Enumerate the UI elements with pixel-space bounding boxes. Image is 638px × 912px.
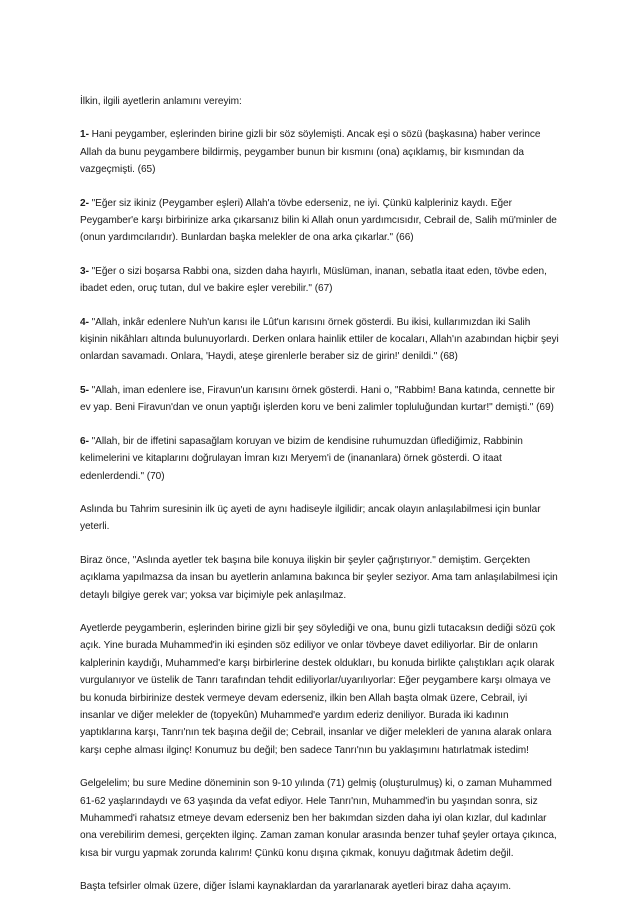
verse-text: "Allah, bir de iffetini sapasağlam koruyan ve bizim de kendisine ruhumuzdan üflediğimiz, Rabbinin kelimelerini ve kitaplarını doğrulayan İmran kızı Meryem'i de (inananlara) örnek gösterdi. O itaat edenlerdendi." (70): [80, 435, 523, 482]
verse-70: [80, 433, 560, 485]
verse-number: 5-: [80, 384, 89, 396]
verse-number: 2-: [80, 197, 89, 209]
verse-69: [80, 382, 560, 417]
document-page: [80, 93, 560, 912]
verse-text: "Allah, inkâr edenlere Nuh'un karısı ile Lût'un karısını örnek gösterdi. Bu ikisi, kullarımızdan iki Salih kişinin nikâhları altında bulunuyorlardı. Derken onlara hainlik ettiler de kocaları, Allah'ın azabından hiçbir şeyi onlardan savamadı. Onlara, 'Haydi, ateşe girenlerle beraber siz de girin!' denildi." (68): [80, 316, 559, 363]
body-paragraph: Biraz önce, "Aslında ayetler tek başına bile konuya ilişkin bir şeyler çağrıştırıyor." demiştim. Gerçekten açıklama yapılmazsa da insan bu ayetlerin anlamına bakınca bir şeyler seziyor. Ama tam anlaşılabilmesi için detaylı bilgiye gerek var; yoksa var biçimiyle pek anlaşılmaz.: [80, 554, 558, 601]
verse-number: 3-: [80, 265, 89, 277]
body-paragraph: Başta tefsirler olmak üzere, diğer İslami kaynaklardan da yararlanarak ayetleri biraz daha açayım.: [80, 881, 512, 893]
intro-paragraph: İlkin, ilgili ayetlerin anlamını vereyim:: [80, 96, 242, 107]
verse-67: [80, 263, 560, 298]
verse-68: [80, 314, 560, 366]
verse-number: 1-: [80, 129, 89, 141]
verse-text: "Allah, iman edenlere ise, Firavun'un karısını örnek gösterdi. Hani o, "Rabbim! Bana katında, cennette bir ev yap. Beni Firavun'dan ve onun yaptığı işlerden koru ve beni zalimler topluluğundan kurtar!" demişti." (69): [80, 384, 555, 414]
verse-66: [80, 195, 560, 247]
body-paragraph: Gelgelelim; bu sure Medine döneminin son 9-10 yılında (71) gelmiş (oluşturulmuş) ki, o zaman Muhammed 61-62 yaşlarındaydı ve 63 yaşında da vefat ediyor. Hele Tanrı'nın, Muhammed'in bu yaşından sonra, siz Muhammed'i rahatsız etmeye devam ederseniz ben her bakımdan sizden daha iyi olan kızlar, dul kadınlar ona verebilirim demesi, gerçekten ilginç. Zaman zaman konular arasında benzer tuhaf şeyler ortaya çıkınca, kısa bir vurgu yapmak zorunda kalırım! Çünkü konu dışına çıkmak, konuyu dağıtmak âdetim değil.: [80, 778, 557, 859]
verse-text: "Eğer o sizi boşarsa Rabbi ona, sizden daha hayırlı, Müslüman, inanan, sebatla itaat eden, tövbe eden, ibadet eden, oruç tutan, dul ve bakire eşler verebilir." (67): [80, 265, 547, 295]
verse-number: 4-: [80, 316, 89, 328]
body-paragraph: Ayetlerde peygamberin, eşlerinden birine gizli bir şey söylediği ve ona, bunu gizli tutacaksın dediği sözü çok açık. Yine burada Muhammed'in iki eşinden söz ediliyor ve onlar tövbeye davet ediliyorlar. Bir de onların kalplerinin kaydığı, Muhammed'e karşı birbirlerine destek oldukları, bu konuda birlikte çalıştıkları açık olarak vurgulanıyor ve üstelik de Tanrı tarafından tehdit ediliyorlar/uyarılıyorlar: Eğer peygambere karşı olmaya ve bu konuda birbirinize destek vermeye devam ederseniz, ilkin ben Allah başta olmak üzere, Cebrail, iyi insanlar ve diğer melekler de (topyekûn) Muhammed'e yardım ederiz deniliyor. Burada iki kadının yaptıklarına karşı, Tanrı'nın tek başına değil de; Cebrail, insanlar ve diğer melekleri de yanına alarak onlara karşı cephe alması ilginç! Konumuz bu değil; ben sadece Tanrı'nın bu yaklaşımını hatırlatmak istedim!: [80, 622, 556, 756]
body-paragraph: Aslında bu Tahrim suresinin ilk üç ayeti de aynı hadiseyle ilgilidir; ancak olayın anlaşılabilmesi için bunlar yeterli.: [80, 503, 541, 533]
verse-text: "Eğer siz ikiniz (Peygamber eşleri) Allah'a tövbe ederseniz, ne iyi. Çünkü kalpleriniz kaydı. Eğer Peygamber'e karşı birbirinize arka çıkarsanız bilin ki Allah onun yardımcısıdır, Cebrail de, Salih mü'minler de (onun yardımcılarıdır). Bunlardan başka melekler de ona arka çıkarlar." (66): [80, 197, 557, 244]
verse-number: 6-: [80, 435, 89, 447]
verse-65: [80, 126, 560, 178]
verse-text: Hani peygamber, eşlerinden birine gizli bir söz söylemişti. Ancak eşi o sözü (başkasına) haber verince Allah da bunu peygambere bildirmiş, peygamber bunun bir kısmını (ona) açıklamış, bir kısmından da vazgeçmişti. (65): [80, 129, 541, 176]
